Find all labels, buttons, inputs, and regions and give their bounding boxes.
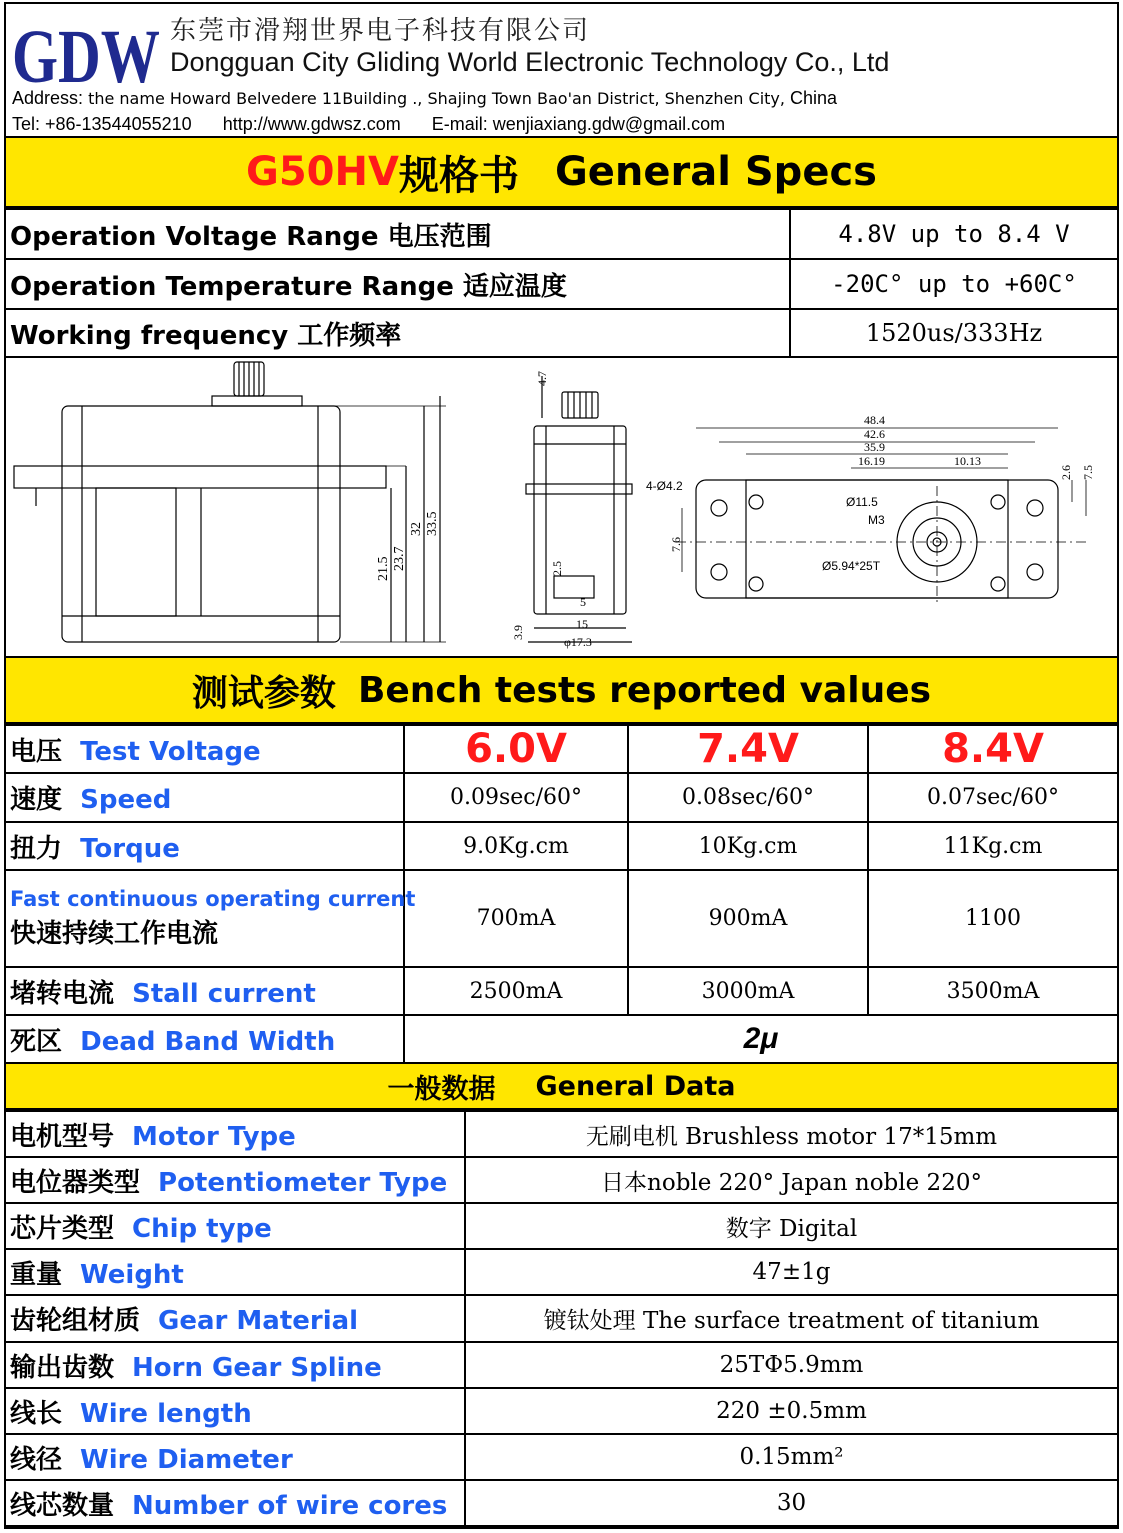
telephone: Tel: +86-13544055210 [12, 114, 192, 134]
deadband-label-cn: 死区 [10, 1026, 63, 1057]
general-data-title-bar [6, 1062, 1117, 1110]
general-data-label [6, 1434, 465, 1480]
company-name-en: Dongguan City Gliding World Electronic Technology Co., Ltd [170, 47, 890, 77]
general-data-label-en: Motor Type [132, 1121, 296, 1152]
model-name: G50HV [246, 149, 399, 195]
title-cn: 规格书 [398, 152, 519, 199]
stall-current-value: 3500mA [868, 967, 1117, 1015]
operating-current-label [6, 870, 416, 967]
deadband-row [6, 1015, 1117, 1063]
spec-label: Operation Voltage Range 电压范围 [6, 209, 790, 259]
general-data-title-en: General Data [535, 1070, 736, 1102]
torque-label-en: Torque [80, 833, 180, 864]
front-view [14, 362, 446, 642]
general-data-label-cn: 线长 [10, 1398, 63, 1429]
voltage-row [6, 725, 1117, 773]
general-data-label [6, 1342, 465, 1388]
operating-current-label-en: Fast continuous operating current [10, 886, 416, 911]
top-dim-6: 2.6 [1059, 465, 1073, 480]
bench-title-en: Bench tests reported values [357, 669, 932, 711]
general-data-value: 无刷电机 Brushless motor 17*15mm [465, 1111, 1117, 1157]
speed-value: 0.07sec/60° [868, 773, 1117, 822]
general-data-value: 25TΦ5.9mm [465, 1342, 1117, 1388]
voltage-value: 8.4V [868, 725, 1117, 773]
spec-value: 4.8V up to 8.4 V [790, 209, 1117, 259]
general-specs-table [6, 208, 1117, 358]
general-data-value: 220 ±0.5mm [465, 1388, 1117, 1434]
general-data-label-en: Number of wire cores [132, 1490, 448, 1521]
side-dim-5: 3.9 [511, 625, 525, 640]
general-data-row [6, 1342, 1117, 1388]
general-data-label [6, 1249, 465, 1295]
deadband-label [6, 1015, 404, 1063]
spec-row [6, 209, 1117, 259]
operating-current-value: 1100 [868, 870, 1117, 967]
hole-label: 4-Ø4.2 [646, 479, 683, 493]
general-data-label-cn: 线芯数量 [10, 1490, 115, 1521]
general-data-row [6, 1388, 1117, 1434]
top-dim-4: 16.19 [858, 454, 885, 468]
contact-line [12, 114, 751, 135]
stall-current-label-en: Stall current [132, 978, 316, 1009]
deadband-label-en: Dead Band Width [80, 1026, 336, 1057]
general-data-label [6, 1295, 465, 1342]
stall-current-label-cn: 堵转电流 [10, 978, 115, 1009]
front-dim-3: 32 [409, 522, 424, 536]
general-data-value: 数字 Digital [465, 1203, 1117, 1249]
gdw-logo [12, 12, 162, 90]
general-data-label-cn: 齿轮组材质 [10, 1306, 141, 1336]
top-dim-7: 7.5 [1081, 465, 1095, 480]
bench-title-bar [6, 658, 1117, 724]
side-dim-1: 4.7 [535, 371, 549, 386]
general-data-row [6, 1249, 1117, 1295]
top-dim-2: 42.6 [864, 427, 885, 441]
general-data-label-cn: 电机型号 [10, 1121, 115, 1152]
front-dim-4: 33.5 [425, 511, 440, 536]
spec-label: Operation Temperature Range 适应温度 [6, 259, 790, 309]
company-name-cn: 东莞市滑翔世界电子科技有限公司 [170, 16, 591, 46]
voltage-label [6, 725, 404, 773]
stall-current-label [6, 967, 404, 1015]
side-dim-3: 5 [580, 595, 586, 609]
general-data-value: 0.15mm² [465, 1434, 1117, 1480]
logo-text: GDW [12, 15, 160, 90]
general-data-label-en: Wire Diameter [80, 1444, 293, 1475]
front-dim-2: 23.7 [392, 546, 407, 571]
general-data-row [6, 1203, 1117, 1249]
address-text: the name Howard Belvedere 11Building ., Shajing Town Bao'an District, Shenzhen City, [88, 89, 785, 108]
general-data-label-cn: 线径 [10, 1444, 63, 1475]
voltage-value: 6.0V [404, 725, 628, 773]
top-dim-5: 10.13 [954, 454, 981, 468]
general-data-row [6, 1157, 1117, 1203]
speed-label-cn: 速度 [10, 785, 63, 815]
general-data-value: 47±1g [465, 1249, 1117, 1295]
general-data-label-en: Potentiometer Type [158, 1167, 448, 1198]
side-dim-2: 2.5 [550, 561, 564, 576]
email-link[interactable]: E-mail: wenjiaxiang.gdw@gmail.com [431, 114, 726, 134]
general-data-row [6, 1111, 1117, 1157]
general-data-label-cn: 输出齿数 [10, 1352, 115, 1383]
operating-current-value: 700mA [404, 870, 628, 967]
operating-current-value: 900mA [628, 870, 868, 967]
general-data-label-cn: 重量 [10, 1259, 63, 1290]
torque-value: 11Kg.cm [868, 822, 1117, 870]
address-country: China [789, 88, 838, 108]
operating-current-row [6, 870, 1117, 967]
operating-current-label-cn: 快速持续工作电流 [10, 918, 219, 949]
address-label: Address: [12, 88, 84, 108]
address [12, 88, 837, 109]
voltage-value: 7.4V [628, 725, 868, 773]
spec-row [6, 259, 1117, 309]
speed-row [6, 773, 1117, 822]
torque-value: 9.0Kg.cm [404, 822, 628, 870]
general-data-label [6, 1157, 465, 1203]
general-data-label-en: Gear Material [158, 1306, 359, 1336]
stall-current-value: 2500mA [404, 967, 628, 1015]
general-data-label-en: Weight [80, 1259, 184, 1290]
general-data-label [6, 1388, 465, 1434]
stall-current-row [6, 967, 1117, 1015]
dimension-drawing [6, 356, 1117, 658]
general-data-label [6, 1203, 465, 1249]
general-data-title-cn: 一般数据 [387, 1073, 496, 1105]
speed-label [6, 773, 404, 822]
front-dim-1: 21.5 [376, 556, 391, 581]
general-data-value: 镀钛处理 The surface treatment of titanium [465, 1295, 1117, 1342]
voltage-label-cn: 电压 [10, 736, 63, 767]
general-data-label [6, 1111, 465, 1157]
top-dim-8: 7.6 [669, 537, 683, 552]
top-dim-1: 48.4 [864, 413, 885, 427]
company-header [6, 4, 1117, 138]
deadband-value: 2μ [404, 1015, 1117, 1063]
title-en: General Specs [554, 149, 877, 195]
hub-diameter-label: Ø11.5 [846, 495, 878, 509]
spec-sheet [4, 2, 1119, 1529]
general-data-row [6, 1480, 1117, 1526]
general-data-label-cn: 芯片类型 [10, 1213, 115, 1244]
spline-label: Ø5.94*25T [822, 559, 881, 573]
top-dim-3: 35.9 [864, 440, 885, 454]
general-data-label-en: Horn Gear Spline [132, 1352, 382, 1383]
side-dim-4: 15 [576, 617, 588, 631]
spec-row [6, 309, 1117, 357]
bench-table [6, 724, 1117, 1064]
torque-label [6, 822, 404, 870]
side-dim-6: φ17.3 [564, 635, 592, 649]
spec-title-bar [6, 138, 1117, 208]
top-view [646, 413, 1095, 606]
bench-title-cn: 测试参数 [191, 672, 336, 714]
general-data-label-en: Wire length [80, 1398, 252, 1429]
voltage-label-en: Test Voltage [80, 736, 261, 767]
general-data-label-en: Chip type [132, 1213, 272, 1244]
general-data-row [6, 1434, 1117, 1480]
spec-label: Working frequency 工作频率 [6, 309, 790, 357]
screw-label: M3 [868, 513, 885, 527]
general-data-table [6, 1110, 1117, 1527]
general-data-label-cn: 电位器类型 [10, 1167, 141, 1198]
speed-value: 0.08sec/60° [628, 773, 868, 822]
side-view [511, 371, 632, 649]
general-data-value: 30 [465, 1480, 1117, 1526]
general-data-value: 日本noble 220° Japan noble 220° [465, 1157, 1117, 1203]
spec-value: -20C° up to +60C° [790, 259, 1117, 309]
stall-current-value: 3000mA [628, 967, 868, 1015]
spec-value: 1520us/333Hz [790, 309, 1117, 357]
torque-value: 10Kg.cm [628, 822, 868, 870]
speed-value: 0.09sec/60° [404, 773, 628, 822]
speed-label-en: Speed [80, 785, 172, 815]
torque-label-cn: 扭力 [10, 833, 63, 864]
general-data-row [6, 1295, 1117, 1342]
general-data-label [6, 1480, 465, 1526]
torque-row [6, 822, 1117, 870]
website-link[interactable]: http://www.gdwsz.com [222, 114, 401, 134]
